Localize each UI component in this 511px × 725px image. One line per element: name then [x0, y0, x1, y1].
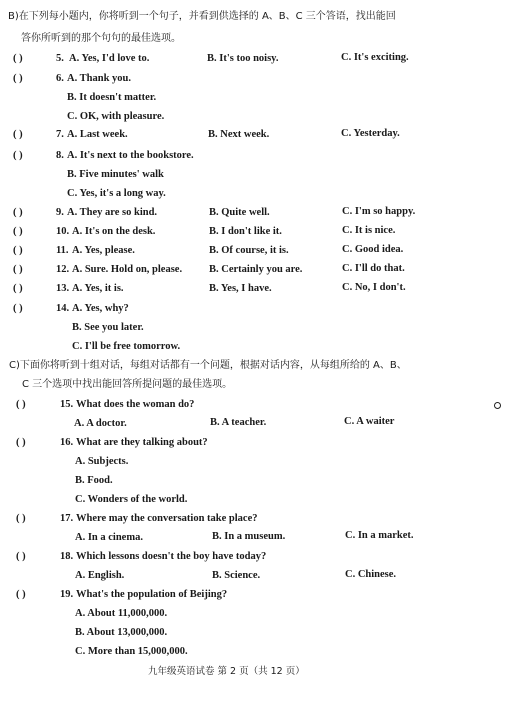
section-b-instruction-line2: 答你所听到的那个句句的最佳选项。	[21, 33, 181, 44]
answer-blank-7[interactable]: ( )	[13, 129, 23, 140]
answer-blank-9[interactable]: ( )	[13, 207, 23, 218]
answer-blank-10[interactable]: ( )	[13, 226, 23, 237]
q16-number: 16.	[60, 437, 74, 448]
q16-option-a: A. Subjects.	[75, 456, 129, 467]
answer-blank-12[interactable]: ( )	[13, 264, 23, 275]
q12-option-c: C. I'll do that.	[342, 263, 405, 274]
q10-number: 10.	[56, 226, 70, 237]
answer-blank-18[interactable]: ( )	[16, 551, 26, 562]
q12-number: 12.	[56, 264, 70, 275]
q6-option-b: B. It doesn't matter.	[67, 92, 157, 103]
q13-option-a: A. Yes, it is.	[72, 283, 124, 294]
answer-blank-8[interactable]: ( )	[13, 150, 23, 161]
q6-option-c: C. OK, with pleasure.	[67, 111, 165, 122]
q13-option-b: B. Yes, I have.	[209, 283, 272, 294]
q9-option-c: C. I'm so happy.	[342, 206, 416, 217]
answer-blank-6[interactable]: ( )	[13, 73, 23, 84]
q7-option-c: C. Yesterday.	[341, 128, 400, 139]
answer-blank-19[interactable]: ( )	[16, 589, 26, 600]
q9-option-b: B. Quite well.	[209, 207, 270, 218]
q15-question: What does the woman do?	[76, 399, 195, 410]
q19-number: 19.	[60, 589, 74, 600]
q11-option-b: B. Of course, it is.	[209, 245, 289, 256]
answer-blank-5[interactable]: ( )	[13, 53, 23, 64]
q19-option-b: B. About 13,000,000.	[75, 627, 168, 638]
q6-option-a: A. Thank you.	[67, 73, 132, 84]
q14-option-c: C. I'll be free tomorrow.	[72, 341, 181, 352]
q18-number: 18.	[60, 551, 74, 562]
q18-question: Which lessons doesn't the boy have today?	[76, 551, 267, 562]
q5-number: 5.	[56, 53, 64, 64]
q16-option-b: B. Food.	[75, 475, 113, 486]
q5-option-a: A. Yes, I'd love to.	[69, 53, 150, 64]
q18-option-c: C. Chinese.	[345, 569, 397, 580]
q7-option-b: B. Next week.	[208, 129, 270, 140]
section-b-instruction-line1: B)在下列每小题内，你将听到一个句子，并看到供选择的 A、B、C 三个答语，找出能回	[8, 11, 396, 22]
q8-number: 8.	[56, 150, 64, 161]
answer-blank-15[interactable]: ( )	[16, 399, 26, 410]
answer-blank-11[interactable]: ( )	[13, 245, 23, 256]
q5-option-b: B. It's too noisy.	[207, 53, 279, 64]
q15-option-c: C. A waiter	[344, 416, 395, 427]
q14-option-b: B. See you later.	[72, 322, 144, 333]
q19-option-a: A. About 11,000,000.	[75, 608, 168, 619]
q13-number: 13.	[56, 283, 70, 294]
section-c-instruction-line1: C)下面你将听到十组对话，每组对话都有一个问题，根据对话内容，从每组所给的 A、B、	[9, 360, 407, 371]
q17-number: 17.	[60, 513, 74, 524]
q12-option-b: B. Certainly you are.	[209, 264, 303, 275]
q8-option-c: C. Yes, it's a long way.	[67, 188, 166, 199]
q10-option-b: B. I don't like it.	[209, 226, 282, 237]
q9-option-a: A. They are so kind.	[67, 207, 158, 218]
q14-option-a: A. Yes, why?	[72, 303, 129, 314]
q17-option-a: A. In a cinema.	[75, 532, 143, 543]
q6-number: 6.	[56, 73, 64, 84]
q13-option-c: C. No, I don't.	[342, 282, 406, 293]
section-c-instruction-line2: C 三个选项中找出能回答所提问题的最佳选项。	[22, 379, 233, 390]
q19-option-c: C. More than 15,000,000.	[75, 646, 188, 657]
q15-option-a: A. A doctor.	[74, 418, 127, 429]
q18-option-a: A. English.	[75, 570, 125, 581]
q11-option-a: A. Yes, please.	[72, 245, 135, 256]
answer-blank-17[interactable]: ( )	[16, 513, 26, 524]
q12-option-a: A. Sure. Hold on, please.	[72, 264, 183, 275]
q9-number: 9.	[56, 207, 64, 218]
q17-option-c: C. In a market.	[345, 530, 414, 541]
q15-option-b: B. A teacher.	[210, 417, 267, 428]
q5-option-c: C. It's exciting.	[341, 52, 409, 63]
q17-option-b: B. In a museum.	[212, 531, 286, 542]
q8-option-b: B. Five minutes' walk	[67, 169, 164, 180]
margin-circle-mark	[494, 402, 501, 409]
q10-option-c: C. It is nice.	[342, 225, 396, 236]
answer-blank-14[interactable]: ( )	[13, 303, 23, 314]
q16-option-c: C. Wonders of the world.	[75, 494, 188, 505]
answer-blank-13[interactable]: ( )	[13, 283, 23, 294]
q16-question: What are they talking about?	[76, 437, 208, 448]
q8-option-a: A. It's next to the bookstore.	[67, 150, 194, 161]
q7-number: 7.	[56, 129, 64, 140]
q7-option-a: A. Last week.	[67, 129, 128, 140]
q18-option-b: B. Science.	[212, 570, 261, 581]
answer-blank-16[interactable]: ( )	[16, 437, 26, 448]
q11-option-c: C. Good idea.	[342, 244, 404, 255]
q11-number: 11.	[56, 245, 69, 256]
q15-number: 15.	[60, 399, 74, 410]
q14-number: 14.	[56, 303, 70, 314]
q19-question: What's the population of Beijing?	[76, 589, 228, 600]
q10-option-a: A. It's on the desk.	[72, 226, 156, 237]
q17-question: Where may the conversation take place?	[76, 513, 258, 524]
page-footer: 九年级英语试卷 第 2 页（共 12 页）	[148, 666, 305, 677]
